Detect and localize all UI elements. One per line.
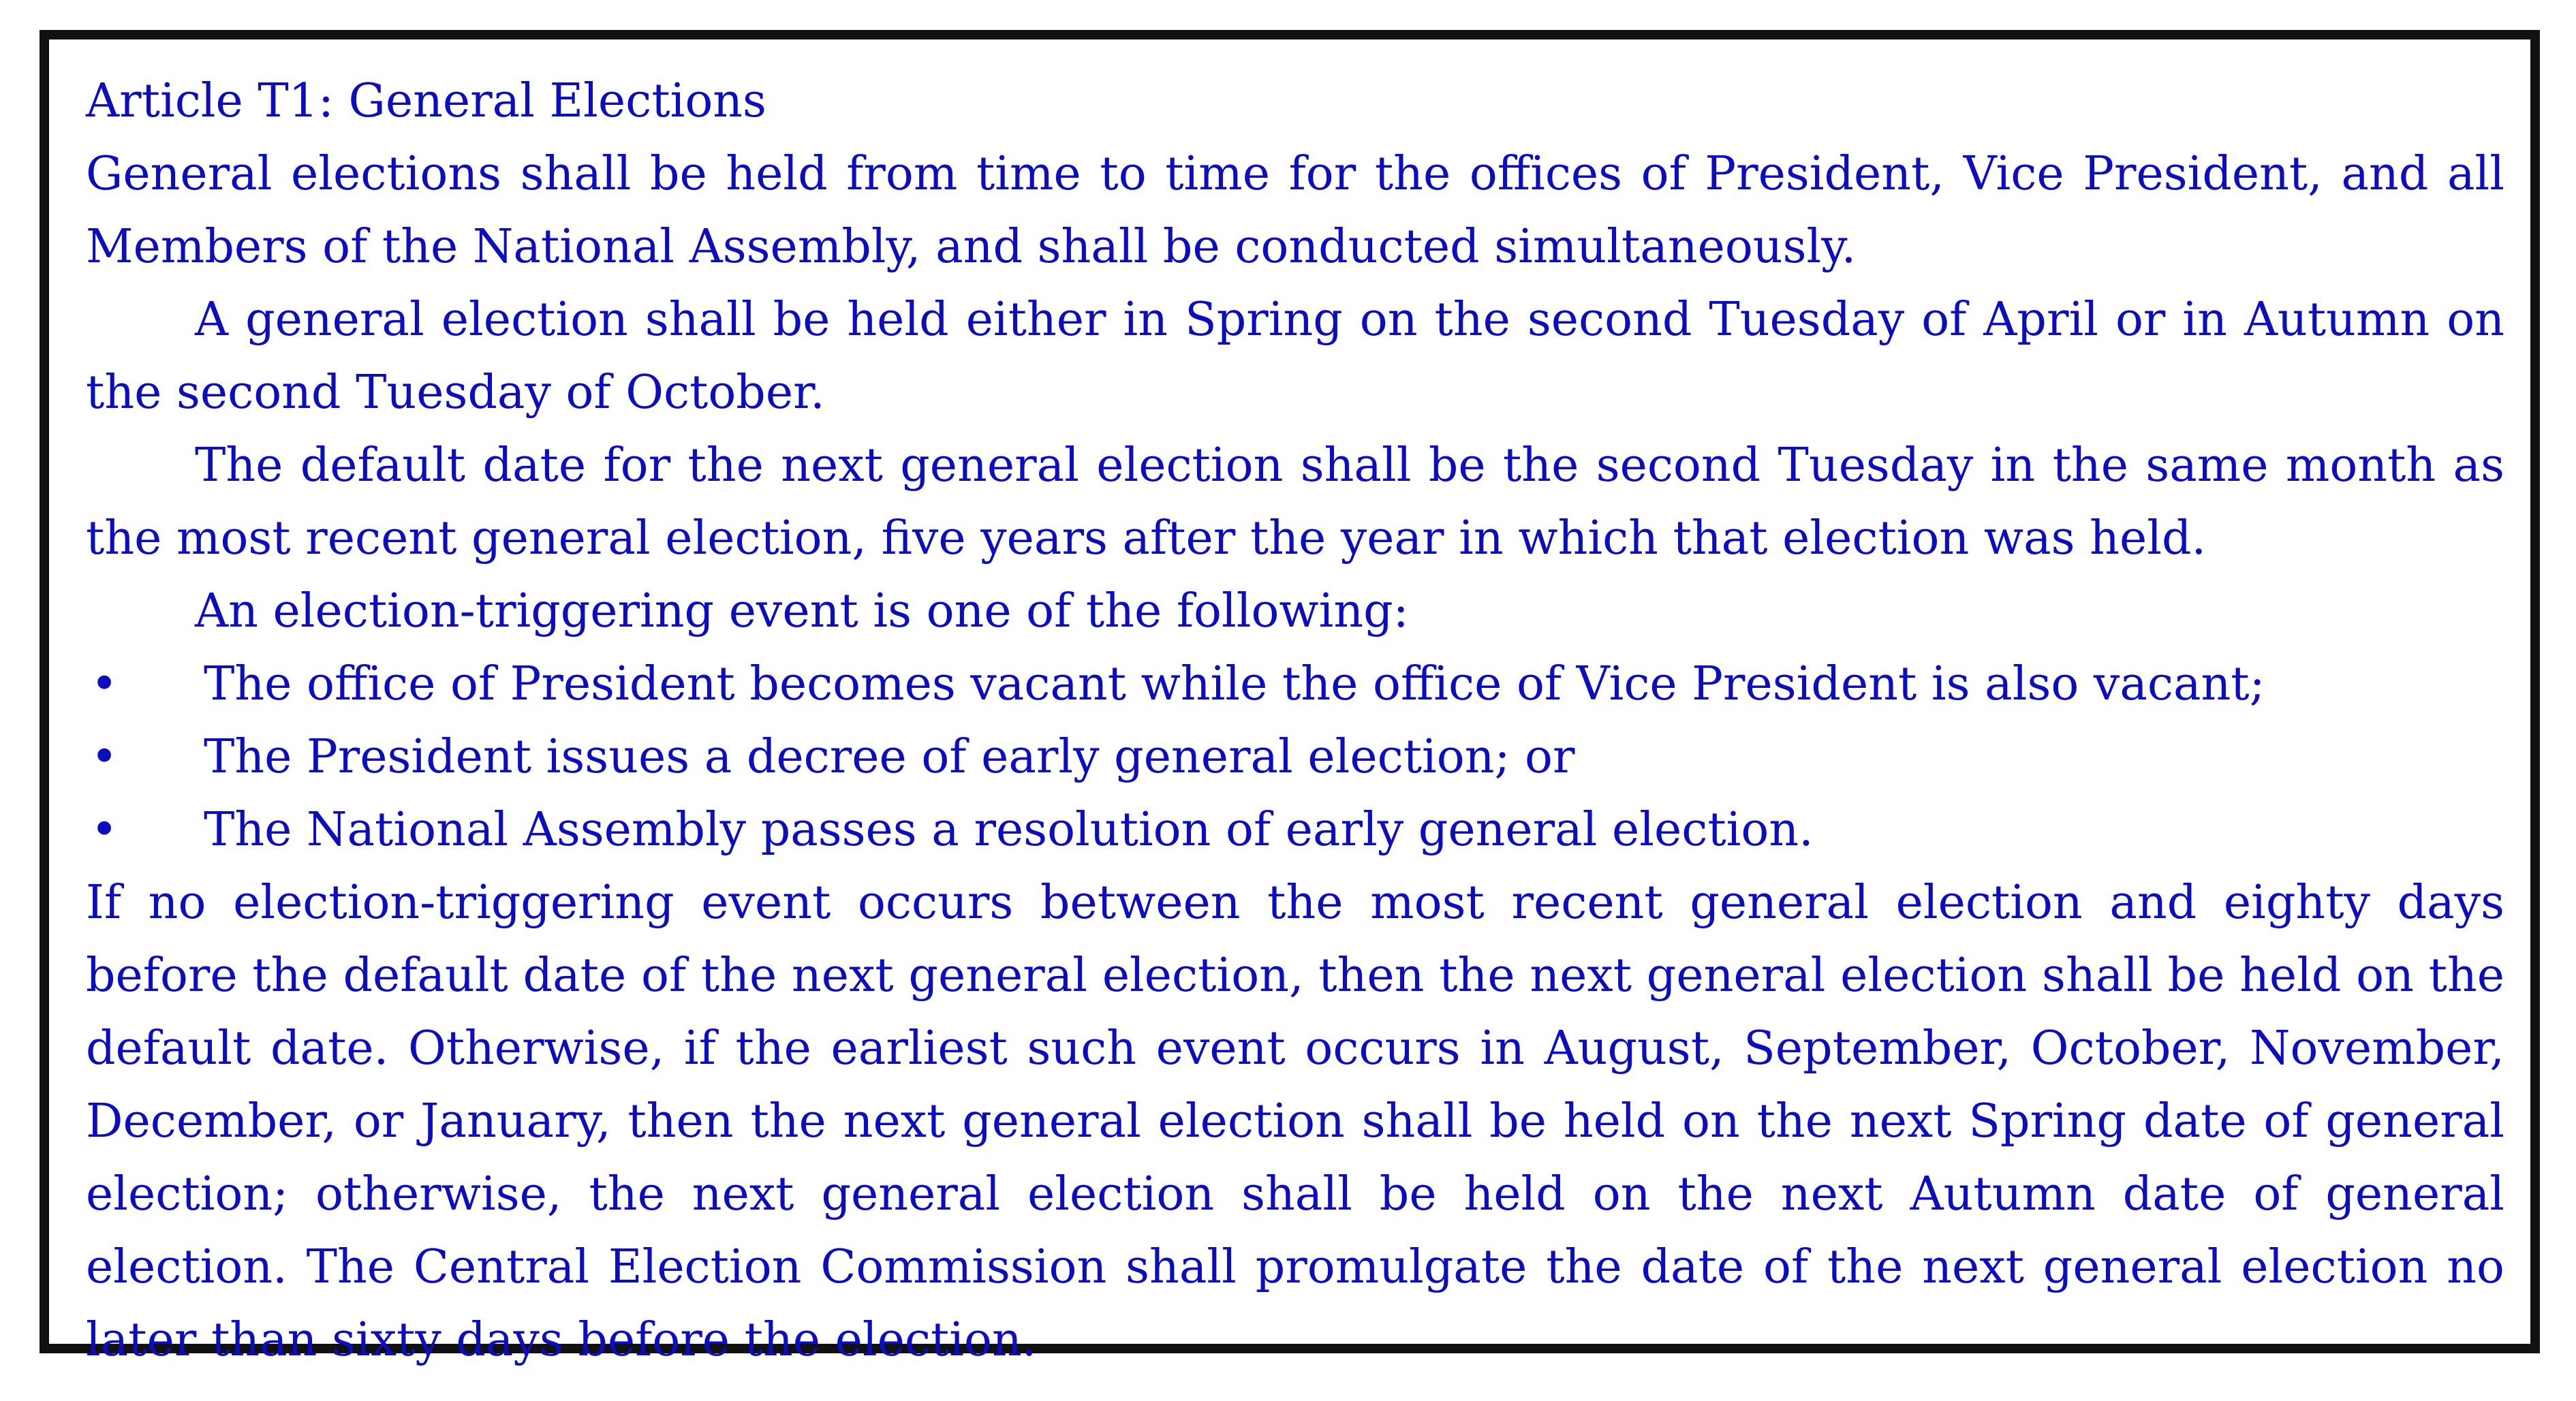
bullet-icon: •: [91, 803, 119, 857]
article-closing-paragraph: If no election-triggering event occurs between the most recent general election and eighty days before the default date of the next general election, then the next general election shall be held on the default date. Otherwise, if the earliest such event occurs in August, September, October, November, December, or January, then the next general election shall be held on the next Spring date of general election; otherwise, the next general election shall be held on the next Autumn date of general election. The Central Election Commission shall promulgate the date of the next general election no later than sixty days before the election.: [86, 876, 2504, 1367]
list-item: [86, 721, 2504, 793]
list-item-text: The office of President becomes vacant while the office of Vice President is also vacant;: [204, 657, 2265, 711]
list-item: [86, 648, 2504, 721]
article-paragraph-4: An election-triggering event is one of the following:: [195, 584, 1409, 638]
article-paragraph-2: A general election shall be held either in Spring on the second Tuesday of April or in Autumn on the second Tuesday of October.: [86, 293, 2504, 420]
trigger-event-list: [86, 648, 2504, 866]
list-item-text: The National Assembly passes a resolution of early general election.: [204, 803, 1814, 857]
list-item: [86, 793, 2504, 866]
article-paragraph-3: The default date for the next general election shall be the second Tuesday in the same month as the most recent general election, five years after the year in which that election was held.: [86, 439, 2504, 565]
bullet-icon: •: [91, 730, 119, 784]
article-paragraph-1: General elections shall be held from time to time for the offices of President, Vice President, and all Members of the National Assembly, and shall be conducted simultaneously.: [86, 147, 2504, 274]
article-content: [86, 65, 2504, 1376]
article-title: Article T1: General Elections: [86, 74, 766, 128]
bullet-icon: •: [91, 657, 119, 711]
list-item-text: The President issues a decree of early general election; or: [204, 730, 1575, 784]
trigger-list-container: [86, 648, 2504, 866]
